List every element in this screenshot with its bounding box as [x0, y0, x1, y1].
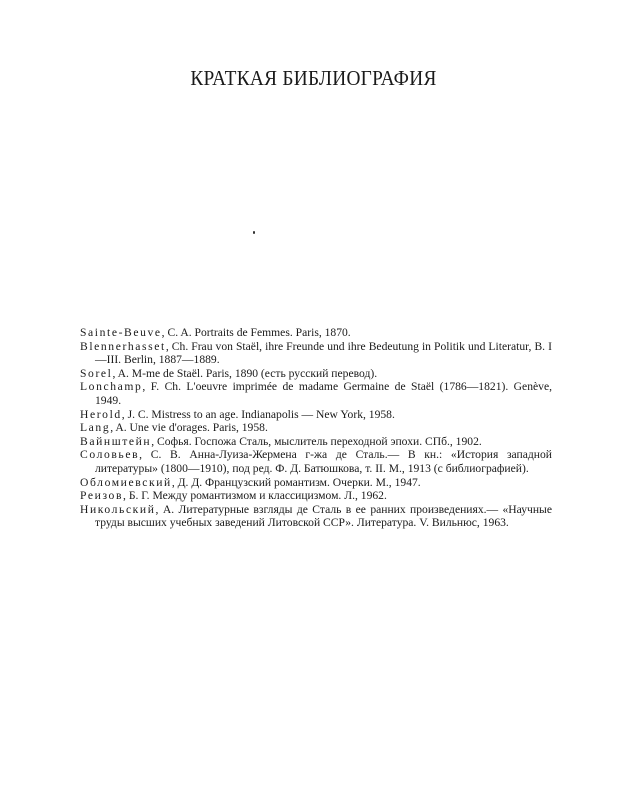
bibliography-entry	[80, 435, 552, 449]
bibliography-entry	[80, 476, 552, 490]
bibliography-entry	[80, 408, 552, 422]
bibliography-entry	[80, 380, 552, 407]
entry-text: , Д. Д. Французский романтизм. Очерки. М., 1947.	[171, 475, 421, 489]
entry-text: , Софья. Госпожа Сталь, мыслитель переходной эпохи. СПб., 1902.	[151, 434, 482, 448]
bibliography-entry	[80, 326, 552, 340]
entry-author: Lang	[80, 421, 111, 435]
entry-text: , A. M-me de Staël. Paris, 1890 (есть русский перевод).	[112, 366, 378, 380]
entry-author: Обломиевский	[80, 475, 172, 489]
entry-text: , F. Ch. L'oeuvre imprimée de madame Germaine de Staël (1786—1821). Genève, 1949.	[95, 380, 552, 407]
entry-author: Lonchamp	[80, 380, 143, 394]
bibliography-entry	[80, 421, 552, 435]
entry-text: , A. Une vie d'orages. Paris, 1958.	[110, 421, 268, 435]
bibliography-entry	[80, 503, 552, 530]
entry-author: Blennerhasset	[80, 339, 166, 353]
entry-author: Вайнштейн	[80, 434, 152, 448]
bibliography-entry	[80, 367, 552, 381]
entry-text: , Ch. Frau von Staël, ihre Freunde und ihre Bedeutung in Politik und Literatur, B. I—III. Berlin, 1887—1889.	[95, 339, 552, 367]
entry-text: , Б. Г. Между романтизмом и классицизмом. Л., 1962.	[123, 489, 387, 503]
bibliography-list	[80, 326, 552, 530]
entry-author: Herold	[80, 407, 122, 421]
entry-text: , C. A. Portraits de Femmes. Paris, 1870.	[161, 326, 351, 339]
entry-author: Sainte-Beuve	[80, 326, 162, 339]
entry-author: Sorel	[80, 366, 113, 380]
ink-speck	[253, 231, 255, 234]
bibliography-entry	[80, 340, 552, 367]
entry-author: Соловьев	[80, 448, 140, 462]
entry-text: , С. В. Анна-Луиза-Жермена г-жа де Сталь.— В кн.: «История западной литературы» (1800—1910), под ред. Ф. Д. Батюшкова, т. II. М., 1913 (с библиографией).	[95, 448, 552, 475]
entry-text: , А. Литературные взгляды де Сталь в ее ранних произведениях.— «Научные труды высших учебных заведений Литовской ССР». Литература. V. Вильнюс, 1963.	[95, 502, 552, 530]
page-title: КРАТКАЯ БИБЛИОГРАФИЯ	[190, 66, 437, 90]
entry-author: Никольский	[80, 502, 156, 516]
entry-text: , J. C. Mistress to an age. Indianapolis — New York, 1958.	[121, 407, 395, 421]
entry-author: Реизов	[80, 489, 124, 503]
bibliography-entry	[80, 448, 552, 475]
bibliography-entry	[80, 489, 552, 503]
